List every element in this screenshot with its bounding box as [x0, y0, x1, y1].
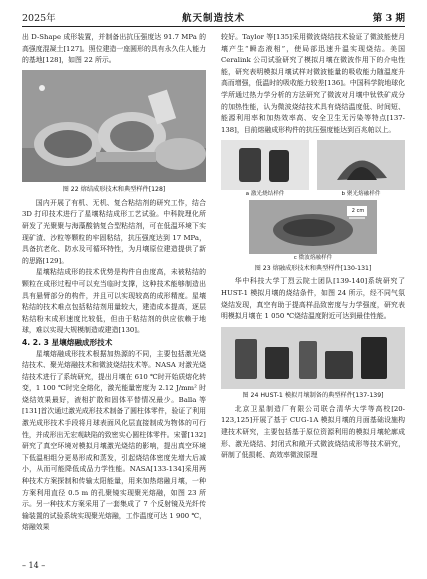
page-header [22, 10, 405, 24]
figure-23-caption: 图 23 熔融成形技术和典型样件[130-131] [254, 265, 372, 273]
figure-22-caption: 图 22 熔结成形技术和典型样件[128] [62, 185, 166, 193]
figure-23-c-label: c 微波熔融样件 [293, 255, 333, 262]
figure-23-a [221, 140, 309, 198]
left-column [22, 32, 206, 534]
lunar-base-illustration [22, 70, 206, 182]
section-heading-4-2-3: 4. 2. 3 星壤熔融成形技术 [22, 337, 113, 347]
laser-sintered-sample-image [221, 140, 309, 190]
right-paragraph-3: 北京卫星制造厂有限公司联合清华大学等高校[20-123,125]开展了基于 CUG-1A 模拟月壤的月面基础设施构建技术研究，主要包括基于原位资源利用的模拟月壤轮廓成形、激光烧结、封闭式和敞开式微波烧结成形等技术研究，研制了低损耗、高效率微波原理 [221, 404, 405, 460]
left-paragraph-4: 星壤熔融成形技术根据加热源的不同，主要包括激光烧结技术、聚光熔融技术和微波烧结技术等。NASA 对激光烧结技术进行了系统研究，提出月壤在 610 ℃时开始质熔化转变，1 100 ℃时完全熔化，激光能量密度为 2.12 J/mm² 时烧结效果最好，液相扩散和固体平替情况最少。Balla 等[131]首次通过激光成形技术制备了圆柱体零件，验证了利用激光成形技术手段将月球表面风化层直接制成为物体的可行性，并成形出无宏观缺陷的致密实心圆柱体零件。宋蕾[132]研究了真空环境对模拟月壤激光烧结的影响，提出真空环境下低温相组分更易形成和蒸发，引起烧结体密度先增大后减小，从而可能降低成品力学性能。NASA[133-134]采用两种技术方案探制和传输太阳能量，用来加热熔融月壤，一种方案利用直径 0.5 m 的孔聚镜实现聚光熔融，如图 23 所示。另一种技术方案采用了一套集成了 7 个反射镜及光纤传输装置的试验系统实现聚光熔融，工作温度可达 1 900 ℃，熔融效果 [22, 349, 206, 532]
header-journal-title: 航天制造技术 [181, 13, 245, 24]
page-number: – 14 – [22, 561, 46, 570]
solar-melted-sample-image [317, 140, 405, 190]
microwave-melted-sample-image [249, 200, 377, 254]
scale-bar-label: 2 cm [351, 208, 365, 215]
header-year: 2025年 [22, 13, 56, 24]
figure-24-image [221, 327, 405, 389]
figure-23-b [317, 140, 405, 198]
figure-23-a-label: a 激光烧结样件 [245, 191, 285, 198]
figure-22 [22, 70, 206, 194]
figure-24 [221, 327, 405, 400]
right-paragraph-2: 华中科技大学丁烈云院士团队[139-140]系统研究了 HUST-1 模拟月壤的烧结条件，如图 24 所示，经不同气氛烧结发现，真空有助于提高样品致密度与力学强度，研究表明模拟月壤在 1 050 ℃烧结温度附近可达到最佳性能。 [221, 277, 405, 321]
left-paragraph-3: 星壤粘结成形的技术优势是构件自由度高，未被粘结的颗粒在成形过程中可以充当临时支撑，这种技术能够制造出具有悬臂部分的构件，并且可以实现较高的成形精度。星壤粘结的技术难点包括粘结剂用量较大，建造成本提高，逐层粘结粉末成形速度比较低，但由于粘结剂的供应依赖于地球，难以实现大规模制造或建造[130]。 [22, 268, 206, 335]
left-paragraph-2: 国内开展了有机、无机、复合粘结剂的研究工作，结合 3D 打印技术进行了星壤粘结成形工艺试验。中科院理化所研发了光聚聚与海藻酸钠复合型粘结剂，可在低温环境下实现矿渣、沙粒等颗粒的牢固粘结，抗压强度达到 17 MPa，具备抗老化、防水及可循环特性，为月壤原位建造提供了新的思路[129]。 [22, 198, 206, 265]
figure-23-c [249, 200, 377, 262]
figure-23-top-row [221, 140, 405, 198]
left-paragraph-1: 出 D-Shape 成形装置，并制备出抗压强度达 91.7 MPa 的高强度混凝土[127]。照位建造一座圆形的具有永久住人能力的基地[128]，如图 22 所示。 [22, 33, 206, 65]
right-paragraph-1: 较好。Taylor 等[135]采用微波烧结技术验证了微波能使月壤产生“瞬态液相”，使局部迅速升温实现烧结。美国 Ceralink 公司试验研究了模拟月壤在微波作用下的介电性能，研究表明模拟月壤试样对微波能量的吸收能力随温度升高而增强，低温时的吸收能力较差[136]。中国科学院地球化学所通过热力学分析的方法研究了微波对月壤中钛铁矿成分的加热性能，认为微波烧结技术具有烧结温度低、时间短、能源利用率和加热效率高、安全卫生无污染等特点[137-138]，目前熔融成形构件的抗压强度能达到百兆帕以上。 [221, 33, 405, 134]
figure-22-image [22, 70, 206, 182]
right-column [221, 32, 405, 462]
figure-23 [221, 140, 405, 273]
figure-24-caption: 图 24 HUST-1 模拟月壤制备的典型样件[137-139] [242, 391, 384, 399]
figure-23-b-label: b 聚光熔融样件 [341, 191, 381, 198]
header-rule [22, 26, 405, 27]
header-issue: 第 3 期 [372, 13, 405, 24]
